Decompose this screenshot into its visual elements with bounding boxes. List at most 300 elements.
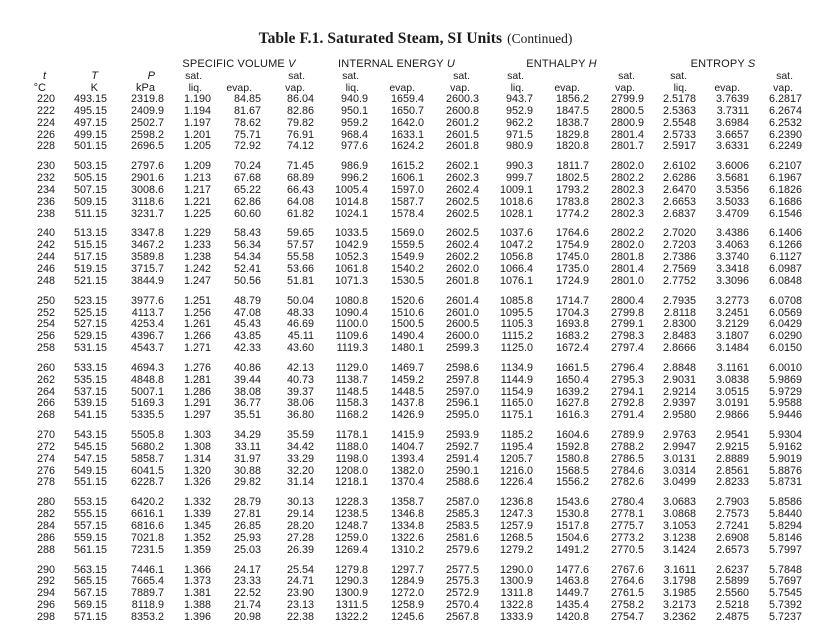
- table-cell: 1606.1: [390, 172, 424, 185]
- table-cell: 234: [36, 183, 55, 196]
- table-cell: 2502.7: [130, 116, 164, 129]
- table-cell: 65.22: [233, 183, 261, 196]
- table-cell: 1076.1: [499, 274, 533, 287]
- table-cell: 2572.9: [445, 587, 479, 600]
- table-cell: 519.15: [73, 262, 107, 275]
- table-row: [15, 276, 802, 288]
- table-cell: 66.43: [286, 183, 314, 196]
- table-cell: 2602.5: [445, 227, 479, 240]
- table-cell: 1.366: [183, 563, 211, 576]
- table-cell: 7665.4: [130, 575, 164, 588]
- table-cell: 1.201: [183, 128, 211, 141]
- table-cell: 1024.1: [334, 207, 368, 220]
- table-cell: 2.8483: [662, 330, 696, 343]
- table-cell: 2761.5: [610, 587, 644, 600]
- group-header-internal-energy-symbol: U: [446, 58, 455, 70]
- subheader-u-liq-bot: liq.: [345, 82, 359, 94]
- group-header-specific-volume-label: SPECIFIC VOLUME: [182, 58, 285, 70]
- table-cell: 50.04: [286, 294, 314, 307]
- table-cell: 23.13: [286, 599, 314, 612]
- table-cell: 1.213: [183, 172, 211, 185]
- subheader-u-evap-bot: evap.: [389, 82, 415, 94]
- table-cell: 6.0708: [768, 294, 802, 307]
- table-cell: 1.314: [183, 452, 211, 465]
- table-cell: 1080.8: [334, 294, 368, 307]
- table-cell: 535.15: [73, 373, 107, 386]
- subheader-row-top: [15, 70, 802, 82]
- table-cell: 1358.7: [390, 496, 424, 509]
- table-cell: 2792.8: [610, 397, 644, 410]
- table-cell: 547.15: [73, 452, 107, 465]
- table-cell: 1.256: [183, 306, 211, 319]
- table-cell: 29.14: [286, 508, 314, 521]
- table-cell: 48.79: [233, 294, 261, 307]
- table-cell: 3977.6: [130, 294, 164, 307]
- table-cell: 6.1546: [768, 207, 802, 220]
- table-cell: 1.233: [183, 239, 211, 252]
- table-cell: 1333.9: [499, 610, 533, 623]
- subheader-u-liq-top: sat.: [342, 70, 359, 82]
- table-cell: 1028.1: [499, 207, 533, 220]
- table-cell: 6.0429: [768, 318, 802, 331]
- table-cell: 3.2451: [715, 306, 749, 319]
- table-cell: 1322.2: [334, 610, 368, 623]
- table-cell: 84.85: [233, 93, 261, 105]
- table-cell: 53.66: [286, 262, 314, 275]
- table-cell: 1033.5: [334, 227, 368, 240]
- table-cell: 2601.0: [445, 306, 479, 319]
- table-cell: 230: [36, 160, 55, 173]
- table-cell: 6616.1: [130, 508, 164, 521]
- table-cell: 551.15: [73, 476, 107, 489]
- table-row: [15, 545, 802, 557]
- table-cell: 2799.8: [610, 306, 644, 319]
- table-cell: 1420.8: [555, 610, 589, 623]
- table-cell: 6.0569: [768, 306, 802, 319]
- table-cell: 2602.2: [445, 251, 479, 264]
- table-cell: 1642.0: [390, 116, 424, 129]
- table-cell: 1.209: [183, 160, 211, 173]
- table-cell: 2567.8: [445, 610, 479, 623]
- table-cell: 3.1053: [662, 520, 696, 532]
- table-cell: 25.54: [286, 563, 314, 576]
- table-cell: 3008.6: [130, 183, 164, 196]
- table-cell: 2.6102: [662, 160, 696, 173]
- table-cell: 1134.9: [500, 361, 533, 374]
- table-cell: 5.8586: [768, 496, 802, 509]
- table-cell: 1.229: [183, 227, 211, 240]
- table-cell: 1661.5: [555, 361, 589, 374]
- table-cell: 1802.5: [555, 172, 589, 185]
- table-cell: 2795.3: [610, 373, 644, 386]
- table-cell: 971.5: [505, 128, 533, 141]
- table-cell: 2.5363: [662, 104, 696, 117]
- table-cell: 1.352: [183, 531, 211, 544]
- table-cell: 28.20: [286, 520, 314, 532]
- table-cell: 30.13: [286, 496, 314, 509]
- table-cell: 4396.7: [130, 330, 164, 343]
- table-cell: 1633.1: [390, 128, 424, 141]
- table-cell: 2.7752: [662, 274, 696, 287]
- subheader-v-evap-top: [211, 70, 261, 82]
- table-cell: 1148.5: [335, 385, 368, 398]
- table-cell: 5.9162: [768, 440, 802, 453]
- table-cell: 220: [36, 93, 55, 105]
- table-cell: 2754.7: [610, 610, 644, 623]
- table-row: [15, 375, 802, 387]
- table-cell: 6.1127: [769, 251, 802, 264]
- table-cell: 2802.3: [610, 207, 644, 220]
- table-cell: 5.7545: [768, 587, 802, 600]
- group-header-specific-volume-symbol: V: [288, 58, 296, 70]
- table-cell: 2602.3: [445, 172, 479, 185]
- table-cell: 5.7848: [768, 563, 802, 576]
- table-cell: 1322.6: [390, 531, 424, 544]
- table-cell: 2788.2: [610, 440, 644, 453]
- table-row: [15, 588, 802, 600]
- table-cell: 6816.6: [130, 520, 164, 532]
- table-cell: 2.8889: [715, 452, 749, 465]
- group-header-enthalpy-label: ENTHALPY: [526, 58, 586, 70]
- table-cell: 2602.5: [445, 195, 479, 208]
- table-cell: 1205.7: [499, 452, 533, 465]
- table-cell: 1578.4: [390, 207, 424, 220]
- table-cell: 24.17: [233, 563, 261, 576]
- table-cell: 515.15: [73, 239, 107, 252]
- table-cell: 1284.9: [390, 575, 424, 588]
- table-cell: 45.11: [287, 330, 314, 343]
- table-cell: 2597.0: [445, 385, 479, 398]
- table-header: [15, 58, 802, 94]
- table-cell: 6.0848: [768, 274, 802, 287]
- table-cell: 39.37: [286, 385, 314, 398]
- table-cell: 999.7: [505, 172, 533, 185]
- table-row: [15, 612, 802, 624]
- table-cell: 2799.1: [610, 318, 644, 331]
- table-cell: 2590.1: [445, 464, 479, 477]
- table-cell: 1216.0: [499, 464, 533, 477]
- table-cell: 33.29: [286, 452, 314, 465]
- table-cell: 2780.4: [610, 496, 644, 509]
- table-cell: 5335.5: [130, 409, 164, 422]
- table-cell: 2579.6: [445, 543, 479, 556]
- table-cell: 1238.5: [334, 508, 368, 521]
- table-cell: 292: [36, 575, 55, 588]
- table-cell: 1510.6: [390, 306, 424, 319]
- table-cell: 1208.0: [334, 464, 368, 477]
- table-cell: 3.0499: [662, 476, 696, 489]
- table-cell: 226: [36, 128, 55, 141]
- table-cell: 3.2129: [715, 318, 749, 331]
- table-cell: 537.15: [73, 385, 107, 398]
- table-cell: 2598.2: [130, 128, 164, 141]
- group-header-row: [15, 58, 802, 70]
- subheader-v-liq-top: sat.: [185, 70, 202, 82]
- table-cell: 2801.8: [610, 251, 644, 264]
- table-cell: 3.6006: [715, 160, 749, 173]
- table-cell: 1650.7: [390, 104, 424, 117]
- table-cell: 543.15: [73, 429, 107, 442]
- table-cell: 977.6: [340, 140, 368, 153]
- table-cell: 5.8146: [768, 531, 802, 544]
- table-cell: 959.2: [340, 116, 368, 129]
- table-cell: 6228.7: [130, 476, 164, 489]
- table-cell: 50.56: [233, 274, 261, 287]
- table-cell: 1322.8: [499, 599, 533, 612]
- table-cell: 3.2362: [662, 610, 696, 623]
- table-cell: 1829.8: [555, 128, 589, 141]
- table-cell: 2797.4: [610, 342, 644, 355]
- table-cell: 5169.3: [130, 397, 164, 410]
- table-cell: 493.15: [73, 93, 107, 105]
- table-cell: 1037.6: [499, 227, 533, 240]
- table-cell: 2.5917: [662, 140, 696, 153]
- table-cell: 1236.8: [499, 496, 533, 509]
- table-cell: 1218.1: [334, 476, 368, 489]
- table-row: [15, 410, 802, 422]
- table-cell: 2770.5: [610, 543, 644, 556]
- table-cell: 1047.2: [499, 239, 533, 252]
- table-cell: 46.69: [286, 318, 314, 331]
- table-cell: 1.194: [183, 104, 211, 117]
- table-cell: 42.13: [286, 361, 314, 374]
- table-cell: 2601.8: [445, 140, 479, 153]
- table-cell: 1109.6: [335, 330, 368, 343]
- table-body: [15, 94, 802, 624]
- table-cell: 27.28: [286, 531, 314, 544]
- table-cell: 2.9580: [662, 409, 696, 422]
- table-cell: 34.42: [286, 440, 314, 453]
- table-cell: 294: [36, 587, 55, 600]
- group-header-specific-volume: [164, 58, 314, 70]
- table-cell: 1195.4: [500, 440, 533, 453]
- table-cell: 3.0868: [662, 508, 696, 521]
- table-cell: 262: [36, 373, 55, 386]
- table-cell: 545.15: [73, 440, 107, 453]
- table-cell: 5007.1: [130, 385, 164, 398]
- table-cell: 1.381: [183, 587, 211, 600]
- table-cell: 21.74: [233, 599, 261, 612]
- table-cell: 3.2773: [715, 294, 749, 307]
- table-cell: 1838.7: [555, 116, 589, 129]
- table-cell: 6.0150: [768, 342, 802, 355]
- subheader-v-vap-bot: vap.: [285, 82, 305, 94]
- table-cell: 565.15: [73, 575, 107, 588]
- table-cell: 4113.7: [131, 306, 164, 319]
- table-cell: 1847.5: [555, 104, 589, 117]
- table-cell: 78.62: [233, 116, 261, 129]
- table-cell: 1178.1: [335, 429, 368, 442]
- table-cell: 7231.5: [130, 543, 164, 556]
- table-cell: 571.15: [73, 610, 107, 623]
- table-cell: 1279.2: [499, 543, 533, 556]
- table-cell: 3.5681: [715, 172, 749, 185]
- table-cell: 3.1798: [662, 575, 696, 588]
- table-cell: 22.52: [233, 587, 261, 600]
- table-cell: 1158.3: [335, 397, 368, 410]
- table-cell: 1615.2: [390, 160, 424, 173]
- table-cell: 232: [36, 172, 55, 185]
- column-unit-P: kPa: [136, 82, 155, 94]
- table-cell: 2.8118: [663, 306, 696, 319]
- group-header-spacer: [107, 58, 164, 70]
- table-cell: 1659.4: [390, 93, 424, 105]
- table-cell: 1071.3: [334, 274, 368, 287]
- table-cell: 86.04: [286, 93, 314, 105]
- table-cell: 252: [36, 306, 55, 319]
- table-row: [15, 118, 802, 130]
- table-cell: 525.15: [73, 306, 107, 319]
- table-cell: 1592.8: [555, 440, 589, 453]
- table-row: [15, 209, 802, 221]
- table-cell: 1154.9: [500, 385, 533, 398]
- subheader-h-liq-bot: liq.: [510, 82, 524, 94]
- table-cell: 58.43: [233, 227, 261, 240]
- table-cell: 5.8294: [768, 520, 802, 532]
- table-cell: 1820.8: [555, 140, 589, 153]
- table-cell: 25.93: [233, 531, 261, 544]
- table-cell: 501.15: [73, 140, 107, 153]
- table-cell: 2602.5: [445, 207, 479, 220]
- table-cell: 1783.8: [555, 195, 589, 208]
- table-cell: 2409.9: [130, 104, 164, 117]
- table-cell: 286: [36, 531, 55, 544]
- table-cell: 290: [36, 563, 55, 576]
- table-cell: 2.8666: [662, 342, 696, 355]
- table-cell: 23.33: [233, 575, 261, 588]
- table-cell: 2.7203: [662, 239, 696, 252]
- table-cell: 1530.8: [555, 508, 589, 521]
- table-cell: 6.0010: [768, 361, 802, 374]
- table-cell: 240: [36, 227, 55, 240]
- table-cell: 1095.5: [499, 306, 533, 319]
- table-row: [15, 197, 802, 209]
- table-cell: 1404.7: [390, 440, 424, 453]
- table-cell: 2577.5: [445, 563, 479, 576]
- table-cell: 1650.4: [555, 373, 589, 386]
- table-cell: 563.15: [73, 563, 107, 576]
- table-cell: 2570.4: [445, 599, 479, 612]
- table-cell: 2798.3: [610, 330, 644, 343]
- table-cell: 2.8300: [662, 318, 696, 331]
- table-cell: 288: [36, 543, 55, 556]
- subheader-s-liq-top: sat.: [670, 70, 687, 82]
- table-cell: 55.58: [286, 251, 314, 264]
- subheader-s-vap-top: sat.: [776, 70, 793, 82]
- table-cell: 1597.0: [390, 183, 424, 196]
- table-cell: 1.261: [183, 318, 211, 331]
- table-cell: 38.08: [233, 385, 261, 398]
- table-cell: 1.320: [183, 464, 211, 477]
- table-cell: 1014.8: [334, 195, 368, 208]
- table-cell: 990.3: [505, 160, 533, 173]
- table-cell: 567.15: [73, 587, 107, 600]
- table-cell: 2.7569: [662, 262, 696, 275]
- table-cell: 2.6908: [715, 531, 749, 544]
- column-unit-T: K: [90, 82, 98, 94]
- table-cell: 2600.8: [445, 104, 479, 117]
- table-cell: 1268.5: [499, 531, 533, 544]
- table-cell: 3467.2: [130, 239, 164, 252]
- table-cell: 35.59: [286, 429, 314, 442]
- table-cell: 2.7903: [715, 496, 749, 509]
- subheader-s-evap-top: [696, 70, 749, 82]
- table-cell: 2802.0: [610, 160, 644, 173]
- table-cell: 1168.2: [335, 409, 368, 422]
- table-cell: 246: [36, 262, 55, 275]
- table-cell: 4543.7: [130, 342, 164, 355]
- table-cell: 968.4: [340, 128, 368, 141]
- table-cell: 32.20: [286, 464, 314, 477]
- table-cell: 1745.0: [555, 251, 589, 264]
- table-cell: 2.7020: [662, 227, 696, 240]
- group-header-entropy: [644, 58, 802, 70]
- table-cell: 2600.0: [445, 330, 479, 343]
- column-unit-t: °C: [33, 82, 46, 94]
- table-cell: 2767.6: [610, 563, 644, 576]
- table-cell: 1735.0: [555, 262, 589, 275]
- table-cell: 1549.9: [390, 251, 424, 264]
- table-cell: 1061.8: [334, 262, 368, 275]
- table-cell: 1559.5: [390, 239, 424, 252]
- table-cell: 3.2173: [662, 599, 696, 612]
- table-cell: 2800.4: [610, 294, 644, 307]
- table-cell: 2.9215: [715, 440, 749, 453]
- table-cell: 1704.3: [555, 306, 589, 319]
- table-cell: 1.205: [183, 140, 211, 153]
- table-cell: 2583.5: [445, 520, 479, 532]
- table-cell: 1311.8: [500, 587, 533, 600]
- table-cell: 2592.7: [445, 440, 479, 453]
- table-cell: 569.15: [73, 599, 107, 612]
- table-cell: 2782.6: [610, 476, 644, 489]
- table-cell: 1693.8: [555, 318, 589, 331]
- table-cell: 499.15: [73, 128, 107, 141]
- table-cell: 1138.7: [335, 373, 368, 386]
- table-cell: 270: [36, 429, 55, 442]
- table-cell: 3.0191: [715, 397, 749, 410]
- table-cell: 3118.6: [131, 195, 164, 208]
- table-cell: 2799.9: [610, 93, 644, 105]
- table-cell: 2602.0: [445, 262, 479, 275]
- table-cell: 3.4709: [715, 207, 749, 220]
- table-cell: 238: [36, 207, 55, 220]
- table-cell: 2601.2: [445, 116, 479, 129]
- table-cell: 51.81: [286, 274, 314, 287]
- table-cell: 3715.7: [130, 262, 164, 275]
- table-cell: 1459.2: [390, 373, 424, 386]
- table-cell: 6.1826: [768, 183, 802, 196]
- table-cell: 5.8440: [768, 508, 802, 521]
- table-cell: 940.9: [340, 93, 368, 105]
- saturated-steam-table: [15, 58, 802, 624]
- table-cell: 1.326: [183, 476, 211, 489]
- table-cell: 272: [36, 440, 55, 453]
- table-cell: 2789.9: [610, 429, 644, 442]
- table-cell: 2.9947: [662, 440, 696, 453]
- table-cell: 2600.3: [445, 93, 479, 105]
- table-cell: 505.15: [73, 172, 107, 185]
- table-cell: 24.71: [286, 575, 314, 588]
- table-cell: 1334.8: [390, 520, 424, 532]
- table-cell: 81.67: [233, 104, 261, 117]
- table-cell: 5.9588: [768, 397, 802, 410]
- table-cell: 2585.3: [445, 508, 479, 521]
- table-cell: 1556.2: [555, 476, 589, 489]
- table-cell: 3589.8: [130, 251, 164, 264]
- table-cell: 1226.4: [499, 476, 533, 489]
- table-cell: 3.3740: [715, 251, 749, 264]
